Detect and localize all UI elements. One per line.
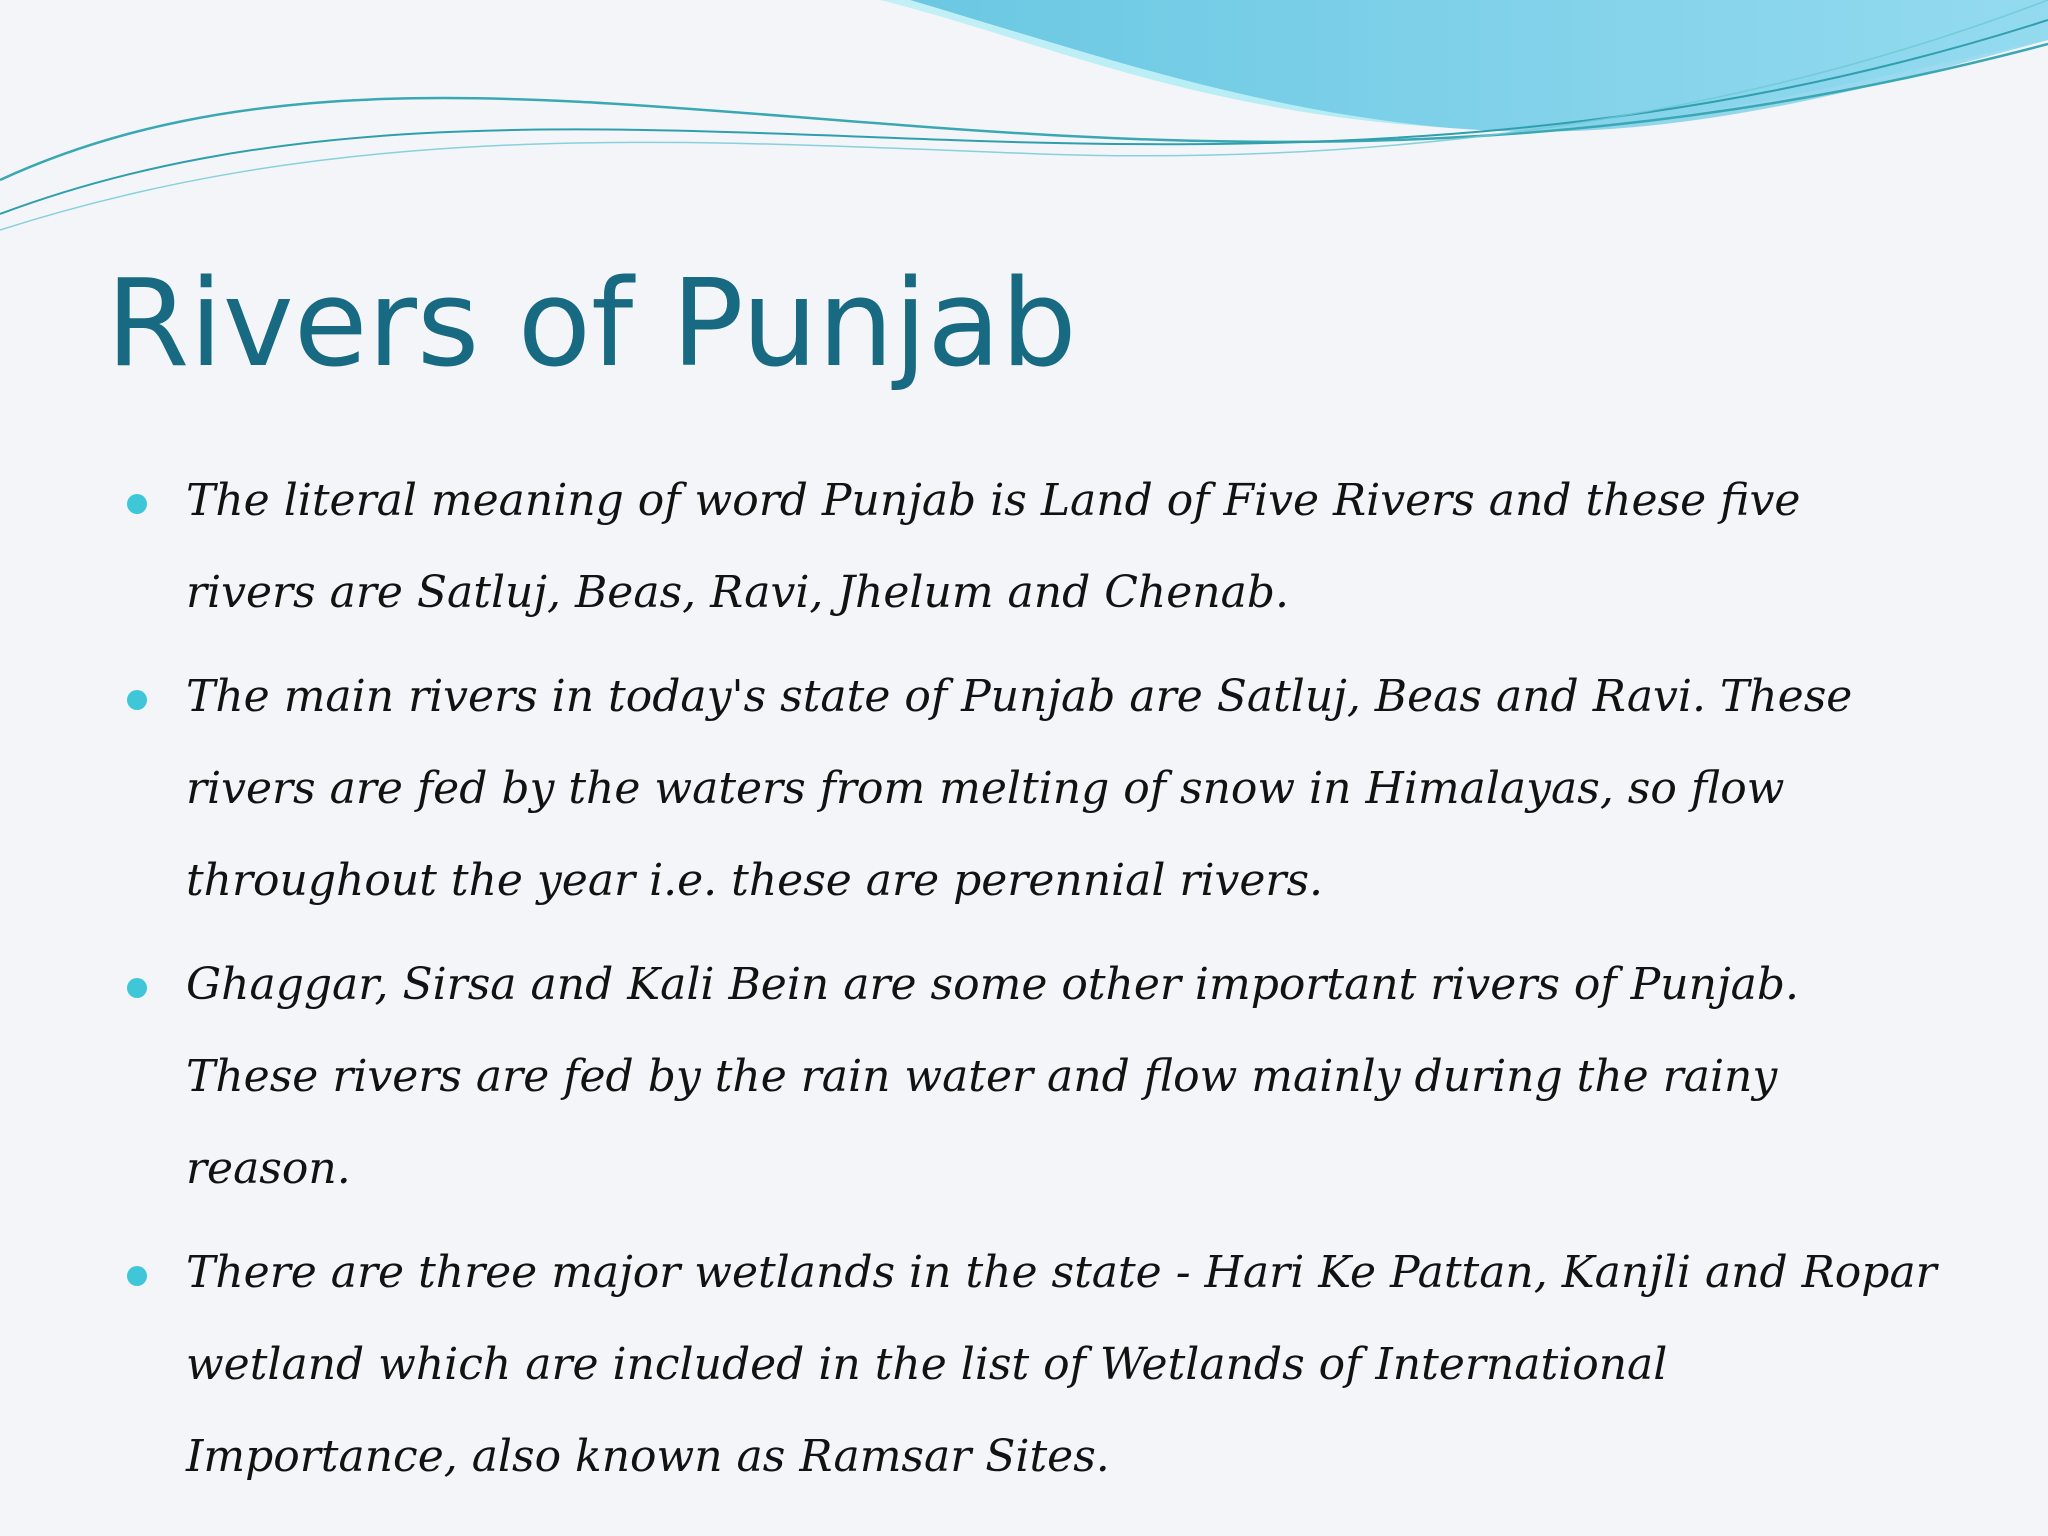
bullet-item [120, 1227, 1940, 1503]
bullet-item [120, 651, 1940, 927]
bullet-dot-icon [127, 978, 147, 998]
bullet-text: The literal meaning of word Punjab is Land of Five Rivers and these five rivers are Satluj, Beas, Ravi, Jhelum and Chenab. [186, 475, 1801, 618]
bullet-dot-icon [127, 1266, 147, 1286]
bullet-text: The main rivers in today's state of Punjab are Satluj, Beas and Ravi. These rivers are fed by the waters from melting of snow in Himalayas, so flow throughout the year i.e. these are perennial rivers. [186, 671, 1853, 906]
bullet-item [120, 455, 1940, 639]
bullet-text: Ghaggar, Sirsa and Kali Bein are some other important rivers of Punjab. These rivers are fed by the rain water and flow mainly during the rainy reason. [186, 959, 1799, 1194]
wave-header-decoration [0, 0, 2048, 240]
bullet-list [120, 455, 1940, 1515]
slide-title: Rivers of Punjab [106, 255, 1077, 394]
bullet-item [120, 939, 1940, 1215]
bullet-dot-icon [127, 494, 147, 514]
bullet-text: There are three major wetlands in the state - Hari Ke Pattan, Kanjli and Ropar wetland which are included in the list of Wetlands of International Importance, also known as Ramsar Sites. [186, 1247, 1937, 1482]
bullet-dot-icon [127, 690, 147, 710]
